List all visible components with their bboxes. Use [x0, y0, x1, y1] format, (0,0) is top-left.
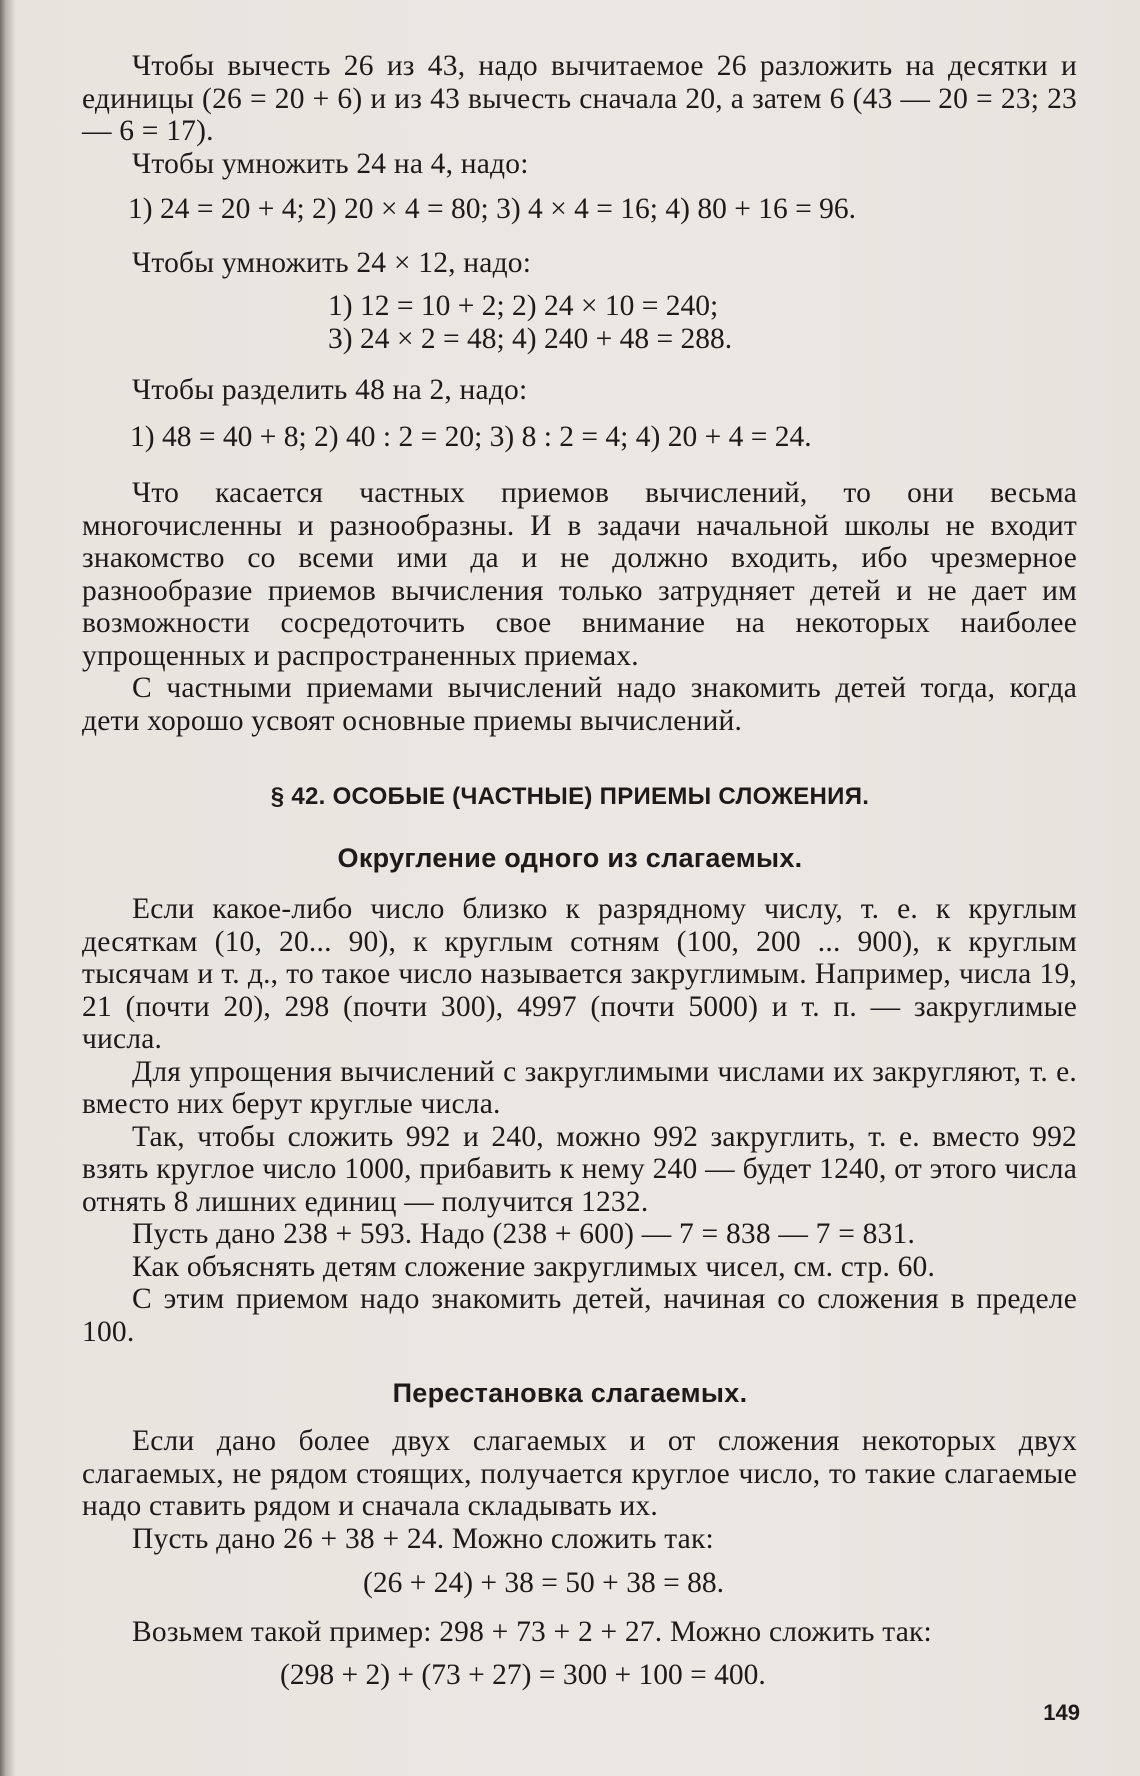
- intro-block: [82, 50, 1077, 180]
- paragraph-divide: Чтобы разделить 48 на 2, надо:: [132, 374, 528, 406]
- formula-multiply-24-4: 1) 24 = 20 + 4; 2) 20 × 4 = 80; 3) 4 × 4 = 16; 4) 80 + 16 = 96.: [128, 193, 856, 225]
- paragraph-roundable-definition: Если какое-либо число близко к разрядному числу, т. е. к круглым десяткам (10, 20... 90), к круглым сотням (100, 200 ... 900), к круглым тысячам и т. д., то такое число называется закруглимым. Например, числа 19, 21 (почти 20), 298 (почти 300), 4997 (почти 5000) и т. п. — закруглимые числа.: [82, 893, 1077, 1055]
- paragraph-multiply-12: Чтобы умножить 24 × 12, надо:: [132, 247, 532, 279]
- formula-multiply-24-12-line1: 1) 12 = 10 + 2; 2) 24 × 10 = 240;: [328, 290, 719, 322]
- formula-26-24-38: (26 + 24) + 38 = 50 + 38 = 88.: [363, 1567, 724, 1599]
- rounding-block: [82, 893, 1077, 1348]
- paragraph-example-238: Пусть дано 238 + 593. Надо (238 + 600) — 7 = 838 — 7 = 831.: [132, 1218, 916, 1250]
- paragraph-example-992: Так, чтобы сложить 992 и 240, можно 992 закруглить, т. е. вместо 992 взять круглое число 1000, прибавить к нему 240 — будет 1240, от этого числа отнять 8 лишних единиц — получится 1232.: [82, 1120, 1077, 1218]
- multiply-12-intro: [82, 247, 1077, 280]
- paragraph-example-26: Пусть дано 26 + 38 + 24. Можно сложить так:: [132, 1522, 714, 1555]
- paragraph-when-to-teach: С частными приемами вычислений надо знакомить детей тогда, когда дети хорошо усвоят основные приемы вычислений.: [82, 672, 1077, 737]
- subheading-rounding: Округление одного из слагаемых.: [337, 843, 803, 873]
- paragraph-teach-from-100: С этим приемом надо знакомить детей, начиная со сложения в пределе 100.: [82, 1283, 1077, 1348]
- rearrangement-block: [82, 1425, 1077, 1555]
- formula-298-73-2-27: (298 + 2) + (73 + 27) = 300 + 100 = 400.: [280, 1659, 766, 1691]
- formula-divide-48-2: 1) 48 = 40 + 8; 2) 40 : 2 = 20; 3) 8 : 2 = 4; 4) 20 + 4 = 24.: [130, 421, 812, 453]
- paragraph-simplification: Для упрощения вычислений с закруглимыми числами их закругляют, т. е. вместо них берут круглые числа.: [82, 1055, 1077, 1120]
- paragraph-subtraction: Чтобы вычесть 26 из 43, надо вычитаемое 26 разложить на десятки и единицы (26 = 20 + 6) и из 43 вычесть сначала 20, а затем 6 (43 — 20 = 23; 23 — 6 = 17).: [82, 50, 1077, 147]
- paragraph-reference: Как объяснять детям сложение закруглимых чисел, см. стр. 60.: [132, 1250, 936, 1283]
- particular-methods-block: [82, 477, 1077, 737]
- paragraph-multiply-intro: Чтобы умножить 24 на 4, надо:: [132, 147, 529, 180]
- page-number: 149: [1043, 1700, 1080, 1725]
- paragraph-example-298: Возьмем такой пример: 298 + 73 + 2 + 27. Можно сложить так:: [132, 1616, 932, 1648]
- example-298-intro: [82, 1616, 1077, 1649]
- paragraph-rearrangement-rule: Если дано более двух слагаемых и от сложения некоторых двух слагаемых, не рядом стоящих, получается круглое число, то такие слагаемые надо ставить рядом и сначала складывать их.: [82, 1425, 1077, 1522]
- paragraph-particular-methods: Что касается частных приемов вычислений, то они весьма многочисленны и разнообразны. И в задачи начальной школы не входит знакомство со всеми ими да и не должно входить, ибо чрезмерное разнообразие приемов вычисления только затрудняет детей и не дает им возможности сосредоточить свое внимание на некоторых наиболее упрощенных и распространенных приемах.: [82, 477, 1077, 672]
- divide-intro: [82, 374, 1077, 407]
- section-title: § 42. ОСОБЫЕ (ЧАСТНЫЕ) ПРИЕМЫ СЛОЖЕНИЯ.: [270, 783, 870, 810]
- formula-multiply-24-12-line2: 3) 24 × 2 = 48; 4) 240 + 48 = 288.: [328, 323, 733, 355]
- subheading-rearrangement: Перестановка слагаемых.: [392, 1378, 748, 1408]
